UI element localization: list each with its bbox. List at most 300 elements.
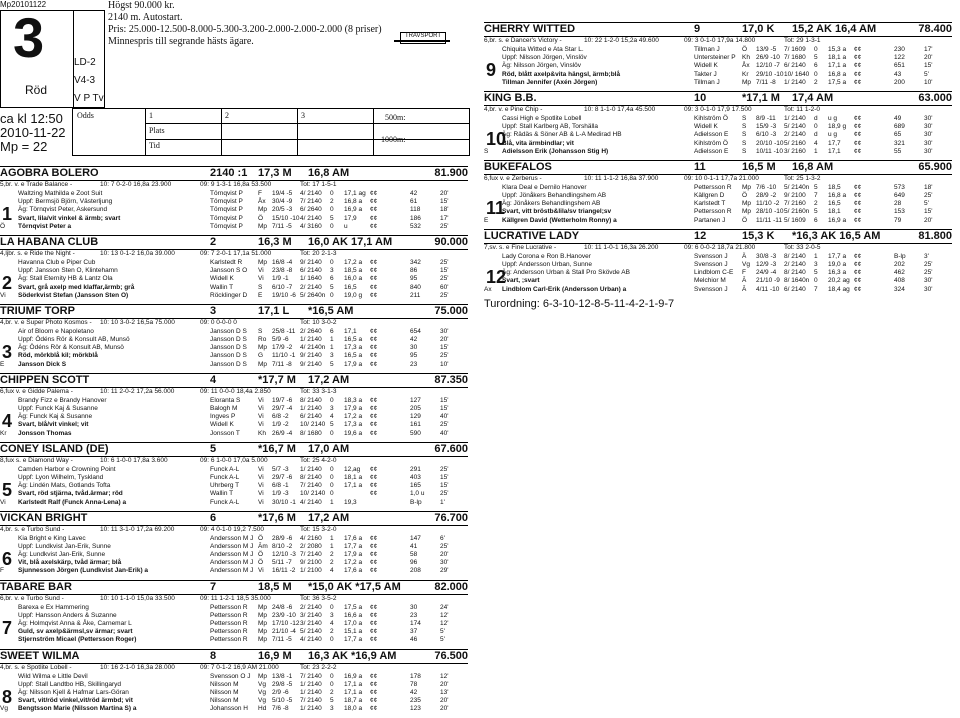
- line-text: Röd, mörkblå kil; mörkblå: [18, 352, 98, 360]
- line-text: Wild Wilma e Little Devil: [18, 672, 88, 680]
- total-earnings: 90.000: [434, 235, 468, 248]
- track: E: [258, 291, 263, 299]
- driver: Andersson M J: [210, 567, 254, 575]
- prize-money: 15': [440, 267, 449, 275]
- record-1: *16,7 M: [258, 442, 296, 455]
- stat-text: 09: 11 0-0-0 18,4a 2.850: [200, 387, 271, 395]
- prize-money: 20': [924, 216, 933, 224]
- date: 13/8 -1: [272, 672, 293, 680]
- placing: 0: [814, 277, 818, 285]
- line-text: Äg: Funck Kaj & Susanne: [18, 413, 93, 421]
- stat-text: 10: 11 3-1-0 17,2a 69.200: [100, 525, 175, 533]
- driver: Funck A-L: [210, 465, 240, 473]
- odds: 651: [894, 62, 905, 70]
- placing: 0: [330, 291, 334, 299]
- distance: 6/ 2140: [784, 285, 806, 293]
- line-text: Uppf: Hansson Anders & Suzanne: [18, 611, 117, 619]
- distance: 5/ 2140: [300, 628, 322, 636]
- line-text: Svart, röd stjärna, tvåd.ärmar; röd: [18, 490, 123, 498]
- driver: Untersteiner P: [694, 54, 736, 62]
- odds: 96: [410, 559, 418, 567]
- km-time: 17,5 a: [828, 78, 847, 86]
- start-line: [484, 286, 952, 294]
- start-line: [0, 397, 468, 405]
- stat-text: 09: 6 0-0-2 18,7a 21.800: [684, 243, 756, 251]
- odds: 95: [410, 352, 418, 360]
- driver: Törnqvist P: [210, 190, 243, 197]
- placing: 0: [330, 672, 334, 680]
- line-text: Adielsson Erik (Johansson Stig H): [502, 147, 609, 155]
- track: G: [258, 352, 264, 360]
- driver: Widell K: [694, 123, 718, 131]
- turordning: Turordning: 6-3-10-12-8-5-11-4-2-1-9-7: [484, 297, 675, 310]
- km-time: 17,2 a: [344, 559, 363, 567]
- odds: 23: [410, 611, 418, 619]
- record-1: 16,5 M: [742, 160, 776, 173]
- driver: Wallin T: [210, 283, 234, 291]
- distance: 8/ 2140: [784, 252, 806, 260]
- prize-money: 25': [924, 269, 933, 277]
- distance: 4/ 2140: [300, 498, 322, 506]
- date: 4/11 -10: [756, 285, 780, 293]
- horse-number: 8: [2, 686, 13, 707]
- stat-text: 6,fux v. e Gidde Palema -: [0, 387, 73, 395]
- line-text: Bengtsson Marie (Nilsson Martina S) a: [18, 705, 137, 713]
- horse-body: [0, 259, 468, 300]
- start-line: [484, 261, 952, 269]
- track: Vi: [258, 413, 264, 421]
- driver: Källgren D: [694, 192, 725, 200]
- km-time: 16,5: [344, 283, 357, 291]
- track: Vi: [258, 473, 264, 481]
- driver: Jonsson T: [210, 429, 240, 437]
- start-number: 3: [210, 304, 217, 317]
- stat-text: Tot: 29 1-3-1: [784, 37, 821, 44]
- start-line: [0, 499, 468, 507]
- horse-name: CHERRY WITTED: [484, 23, 576, 35]
- date: 6/8 -1: [272, 482, 289, 490]
- line-text: Svart, grå axelp med klaffar,ärmb; grå: [18, 283, 135, 291]
- distance: 2/ 2080: [300, 542, 322, 550]
- stat-text: 09: 7 0-1-2 16,9 AM 21.000: [200, 663, 279, 671]
- horse-stats: [0, 664, 468, 673]
- shoe-mark: ¢¢: [370, 636, 378, 644]
- start-number: 8: [210, 649, 217, 662]
- horse-body: [484, 184, 952, 225]
- distance: 9/ 2140: [300, 360, 322, 368]
- placing: 0: [330, 490, 334, 498]
- driver: Röcklinger D: [210, 291, 248, 299]
- shoe-mark: ¢¢: [370, 705, 378, 713]
- track: Mp: [258, 672, 268, 680]
- horse-number: 1: [2, 204, 13, 224]
- horse-name: KING B.B.: [484, 91, 537, 104]
- horse-number: 2: [2, 272, 13, 293]
- travsport-logo: TRAVSPORT: [400, 32, 446, 44]
- driver: Kihlström Ö: [694, 114, 728, 122]
- distance: 4/ 3160: [300, 222, 322, 230]
- km-time: 17,6 a: [344, 534, 363, 542]
- km-time: 15,1 a: [344, 628, 363, 636]
- prize-money: 30': [924, 114, 933, 122]
- stat-text: 6,br. s. e Dancer's Victory -: [484, 37, 562, 44]
- stat-text: 09: 4 0-1-0 19,2 7.500: [200, 525, 264, 533]
- distance: 8/ 2140: [784, 269, 806, 277]
- stat-text: 10: 11 2-0-2 17,2a 56.000: [100, 387, 175, 395]
- km-time: 18,3 a: [344, 396, 363, 404]
- odds: 342: [410, 258, 421, 266]
- track: Hd: [258, 705, 267, 713]
- odds: 205: [410, 405, 421, 412]
- date: 15/9 -3: [756, 123, 777, 131]
- horse-header: [484, 91, 952, 106]
- placing: 3: [330, 352, 334, 360]
- start-number: 2: [210, 235, 217, 248]
- line-text: Lindblom Carl-Erik (Andersson Urban) a: [502, 285, 627, 293]
- prize-money: 25': [440, 490, 449, 498]
- km-time: 16,5: [828, 200, 841, 208]
- horse-header: [484, 160, 952, 175]
- track: S: [258, 327, 263, 335]
- km-time: 16,3 a: [828, 269, 847, 277]
- record-1: 16,3 M: [258, 235, 292, 248]
- track: Mp: [258, 628, 268, 636]
- km-time: 17,9 a: [344, 551, 363, 559]
- odds: 532: [410, 222, 421, 230]
- date: 20/5 -3: [272, 206, 293, 214]
- record-1: 17,0 K: [742, 23, 775, 35]
- odds: 178: [410, 672, 421, 680]
- stat-text: 7,sv. s. e Fine Lucrative -: [484, 243, 557, 251]
- horse-entry: [0, 166, 468, 231]
- distance: 7/ 2140: [300, 672, 322, 680]
- shoe-mark: ¢¢: [370, 473, 378, 481]
- track: Mp: [258, 636, 268, 644]
- odds: 65: [894, 131, 902, 139]
- driver: Balogh M: [210, 405, 238, 412]
- line-text: Äg: Törnqvist Peter, Askersund: [18, 206, 108, 214]
- prize-money: 30': [440, 559, 449, 567]
- horse-body: [0, 190, 468, 231]
- record-2: 16,3 AK *16,9 AM: [308, 649, 397, 662]
- line-text: Camden Harbor e Crowning Point: [18, 465, 116, 473]
- odds: 46: [410, 636, 418, 644]
- stat-text: 4,br. v. e Super Photo Kosmos -: [0, 318, 92, 326]
- track: Ö: [258, 551, 264, 559]
- track: S: [742, 123, 747, 131]
- odds: 153: [894, 208, 905, 216]
- driver: Johansson H: [210, 705, 248, 713]
- odds: 79: [894, 216, 902, 224]
- distance: 2/ 2640: [300, 327, 322, 335]
- split-1000-label: 1000m:: [381, 135, 406, 144]
- km-time: 16,6 a: [344, 611, 363, 619]
- km-time: 18,1 a: [828, 54, 847, 62]
- horse-stats: [0, 181, 468, 190]
- shoe-mark: ¢¢: [370, 267, 378, 275]
- home-track: Ö: [0, 222, 6, 230]
- horse-body: [0, 397, 468, 438]
- horse-number: 11: [486, 197, 506, 218]
- date: 10/11 -10: [756, 147, 783, 155]
- horse-body: [0, 673, 468, 714]
- line-text: Svart, vitt bröstb&lila/sv triangel;sv: [502, 208, 612, 216]
- start-number: 11: [694, 160, 706, 173]
- track: Åx: [742, 62, 750, 70]
- horse-number: 9: [486, 60, 497, 80]
- box-row-line: [145, 139, 469, 140]
- distance: 4/ 2140n: [300, 344, 326, 352]
- placing: 7: [814, 285, 818, 293]
- km-time: u g: [828, 131, 838, 139]
- driver: Tillman J: [694, 46, 720, 53]
- shoe-mark: ¢¢: [370, 206, 378, 214]
- prize-money: 24': [440, 603, 449, 611]
- line-text: Uppf: Lundkvist Jan-Erik, Sunne: [18, 542, 111, 550]
- shoe-mark: ¢¢: [370, 559, 378, 567]
- track: Vi: [258, 465, 264, 473]
- start-line: [484, 79, 952, 87]
- km-time: 16,8 a: [828, 70, 847, 78]
- km-time: 19,6 a: [344, 429, 363, 437]
- prize-money: 20': [440, 697, 449, 705]
- race-prizes: Pris: 25.000-12.500-8.000-5.300-3.200-2.000-2.000-2.000 (8 priser): [108, 24, 382, 35]
- date: 24/9 -4: [756, 269, 777, 277]
- horse-number: 6: [2, 548, 13, 569]
- home-track: F: [0, 567, 4, 575]
- distance: 1/ 1640: [300, 275, 322, 283]
- line-text: Sjunnesson Jörgen (Lundkvist Jan-Erik) a: [18, 567, 149, 575]
- horse-entry: [484, 160, 952, 225]
- start-line: [0, 284, 468, 292]
- prize-money: 1': [440, 498, 445, 506]
- km-time: 18,9 g: [828, 123, 847, 131]
- km-time: 18,7 a: [344, 697, 363, 705]
- track: Vg: [258, 688, 266, 696]
- race-distance: 2140 m. Autostart.: [108, 12, 183, 23]
- start-line: [484, 71, 952, 79]
- track: S: [742, 147, 747, 155]
- stat-text: 4,br. v. e Pine Chip -: [484, 105, 543, 113]
- date: 25/8 -11: [272, 327, 296, 335]
- distance: 2/ 2140: [784, 261, 806, 268]
- horse-header: [0, 304, 468, 319]
- stat-text: 10: 13 0-1-2 16,0a 39.000: [100, 249, 175, 257]
- track: Vi: [258, 567, 264, 575]
- result-box: [72, 108, 470, 156]
- horse-entry: [0, 235, 468, 300]
- driver: Widell K: [210, 275, 234, 283]
- distance: 1/ 2140: [300, 336, 322, 344]
- box-divider: [145, 109, 146, 155]
- odds: 58: [410, 551, 418, 559]
- date: 7/11 -5: [272, 222, 292, 230]
- placing: 2: [814, 78, 818, 86]
- race-date: 2010-11-22: [0, 125, 66, 140]
- km-time: 17,9 a: [344, 405, 363, 412]
- stat-text: Tot: 33 3-1-3: [300, 387, 337, 395]
- date: 7/6 -8: [272, 705, 289, 713]
- odds: 42: [410, 336, 418, 344]
- start-line: [0, 190, 468, 198]
- horse-header: [484, 22, 952, 37]
- distance: 5/ 2640n: [300, 291, 326, 299]
- shoe-mark: ¢¢: [854, 54, 862, 62]
- driver: Jansson D S: [210, 327, 247, 335]
- placing: 3: [330, 705, 334, 713]
- shoe-mark: ¢¢: [370, 283, 378, 291]
- km-time: 18,1: [828, 208, 841, 216]
- track: Vi: [258, 421, 264, 429]
- start-line: [0, 636, 468, 644]
- placing: 6: [814, 216, 818, 224]
- record-2: 16,8 AM: [792, 160, 834, 173]
- stat-text: 09: 3 0-1-0 17,9 17.500: [684, 105, 752, 113]
- date: 5/11 -7: [272, 559, 292, 567]
- prize-money: 40': [440, 413, 449, 421]
- date: 8/9 -11: [756, 114, 776, 122]
- track: Ö: [258, 559, 264, 567]
- shoe-mark: ¢¢: [370, 421, 378, 429]
- start-line: [484, 131, 952, 139]
- track: Vi: [258, 275, 264, 283]
- shoe-mark: ¢¢: [854, 183, 862, 191]
- date: 6/8 -2: [272, 413, 289, 421]
- line-text: Äg: Nilsson Kjell & Hafmar Lars-Göran: [18, 688, 129, 696]
- placing: 1: [330, 498, 334, 506]
- date: 21/10 -9: [756, 277, 780, 285]
- distance: 1/ 2140: [300, 465, 322, 473]
- box-divider: [373, 109, 374, 155]
- date: 12/10 -7: [756, 62, 780, 70]
- shoe-mark: ¢¢: [370, 490, 378, 498]
- shoe-mark: ¢¢: [854, 139, 862, 147]
- odds: 129: [410, 413, 421, 421]
- date: 15/10 -10: [272, 214, 300, 222]
- km-time: 18,5 a: [344, 267, 363, 275]
- track: Ö: [258, 214, 264, 222]
- track: Mp: [258, 222, 268, 230]
- placing: 0: [330, 482, 334, 490]
- placing: 0: [330, 222, 334, 230]
- odds: 840: [410, 283, 421, 291]
- stat-text: 09: 7 2-0-1 17,1a 51.000: [200, 249, 272, 257]
- placing: 0: [330, 206, 334, 214]
- km-time: 17,9 a: [344, 360, 363, 368]
- odds: 127: [410, 396, 421, 404]
- logo-underline: [394, 40, 450, 42]
- odds: 200: [894, 78, 905, 86]
- shoe-mark: ¢¢: [370, 672, 378, 680]
- home-track: Kr: [0, 429, 7, 437]
- horse-header: [0, 511, 468, 526]
- prize-money: 30': [924, 147, 933, 155]
- odds: 321: [894, 139, 905, 147]
- distance: 5/ 2140: [784, 123, 806, 131]
- distance: 10/ 2140: [300, 490, 326, 498]
- driver: Andersson M J: [210, 534, 254, 542]
- odds: 86: [410, 267, 418, 275]
- driver: Jansson S O: [210, 267, 248, 275]
- track: Åx: [258, 198, 266, 206]
- driver: Melchior M: [694, 277, 726, 285]
- prize-money: 15': [440, 405, 449, 412]
- odds: 78: [410, 680, 418, 688]
- line-text: Air of Bloom e Napoletano: [18, 327, 94, 335]
- shoe-mark: ¢¢: [854, 252, 862, 260]
- total-earnings: 75.000: [434, 304, 468, 317]
- distance: 4/ 2140: [300, 214, 322, 222]
- odds: 211: [410, 291, 421, 299]
- start-number: 9: [694, 23, 701, 35]
- km-time: 16,0 a: [344, 275, 363, 283]
- prize-money: 15': [924, 62, 933, 70]
- shoe-mark: ¢¢: [854, 78, 862, 86]
- line-text: Havanna Club e Piper Cub: [18, 258, 96, 266]
- driver: Andersson M J: [210, 542, 254, 550]
- shoe-mark: ¢¢: [854, 277, 862, 285]
- shoe-mark: ¢¢: [854, 192, 862, 200]
- odds: 689: [894, 123, 905, 131]
- prize-money: 25': [440, 352, 449, 360]
- track: Mp: [258, 360, 268, 368]
- placing: 1: [330, 534, 334, 542]
- start-line: [484, 269, 952, 277]
- line-text: Äg: Lundkvist Jan-Erik, Sunne: [18, 551, 106, 559]
- km-time: 17,3 a: [344, 344, 363, 352]
- horse-stats: [0, 319, 468, 328]
- odds: 165: [410, 482, 421, 490]
- km-time: 16,9 a: [828, 216, 847, 224]
- prize-money: 25': [924, 261, 933, 268]
- track: Ö: [742, 192, 748, 200]
- horse-stats: [0, 388, 468, 397]
- date: 7/11 -8: [272, 360, 292, 368]
- horse-header: [0, 235, 468, 250]
- placing: 3: [330, 267, 334, 275]
- date: 11/10 -1: [272, 352, 296, 360]
- horse-name: TABARE BAR: [0, 580, 72, 593]
- odds: 122: [894, 54, 905, 62]
- start-line: [0, 328, 468, 336]
- prize-money: 5': [440, 636, 445, 644]
- prize-money: 5': [924, 200, 929, 208]
- line-text: Barexa e Ex Hammering: [18, 603, 89, 611]
- shoe-mark: ¢¢: [370, 482, 378, 490]
- prize-money: 25': [440, 421, 449, 429]
- start-number: 7: [210, 580, 217, 593]
- prize-money: 30': [924, 123, 933, 131]
- date: 7/11 -8: [756, 78, 776, 86]
- driver: Lindblom C-E: [694, 269, 734, 277]
- line-text: Blå, vita ärmbindlar; vit: [502, 139, 574, 147]
- prize-money: 5': [924, 70, 929, 78]
- start-line: [0, 612, 468, 620]
- horse-header: [484, 229, 952, 244]
- start-line: [0, 535, 468, 543]
- start-line: [484, 217, 952, 225]
- placing: 2: [330, 559, 334, 567]
- date: 29/7 -6: [272, 473, 293, 481]
- km-time: 17,1: [828, 147, 841, 155]
- placing: 1: [330, 542, 334, 550]
- placing: 2: [330, 198, 334, 206]
- prize-money: 17': [440, 214, 449, 222]
- stat-text: 10: 22 1-2-0 15,2a 49.600: [584, 37, 659, 44]
- horse-entry: [0, 580, 468, 645]
- track: S: [258, 283, 263, 291]
- odds: 43: [894, 70, 902, 78]
